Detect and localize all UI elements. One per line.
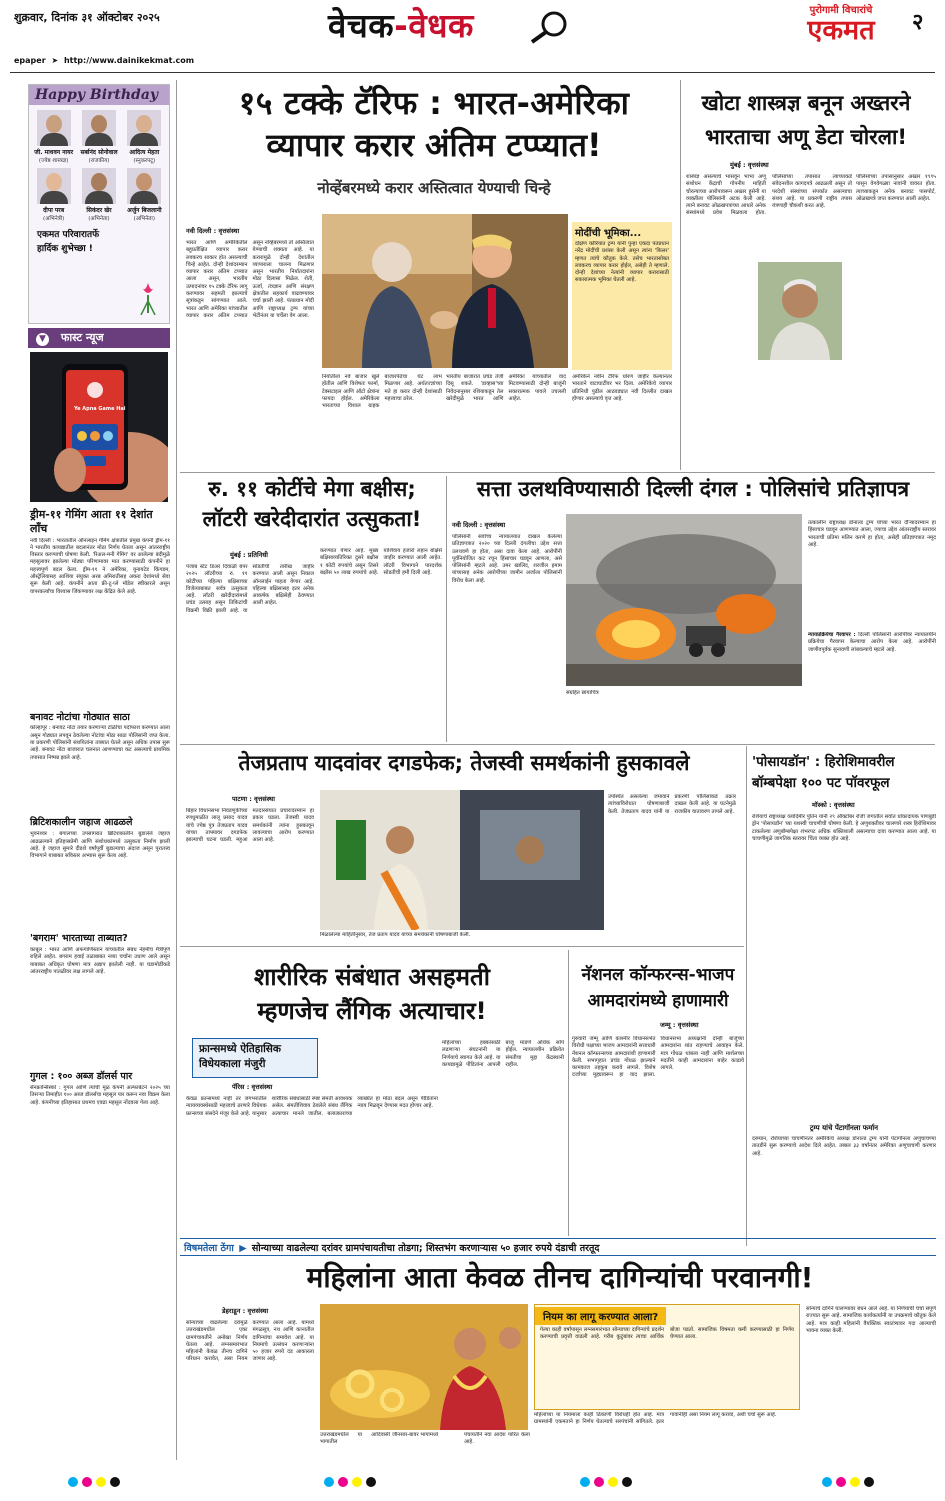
tejpratap-headline: तेजप्रताप यादवांवर दगडफेक; तेजस्वी समर्थकांनी हुसकावले: [238, 751, 690, 775]
nuclear-body: शास्त्रज्ञ असल्याचे भासवून भाभा अणू संशोधन केंद्राची गोपनीय माहिती चोरल्याच्या आरोपावरून अख्तर हुसेनी या व्यक्तीला पोलिसांनी अटक केली आहे. त्याने बनावट ओळखपत्रांच्या आधारे अनेक संस्थांमध्ये प्रवेश मिळवला होता. पोलिसांच्या तपासात त्याच्याकडे संवेदनशील कागदपत्रे आढळली असून तो परदेशी संस्थांच्या संपर्कात असल्याचा संशय आहे. या प्रकरणी राष्ट्रीय तपास यंत्रणाही चौकशी करत आहे.: [686, 174, 852, 217]
lead-headline-1: १५ टक्के टॅरिफ : भारत-अमेरिका: [238, 84, 630, 122]
jewelry-body-3: सोन्याचे दागिने घालण्यावर बंधन आले आहे. या निर्णयाची चर्चा संपूर्ण राज्यात सुरू आहे. सामाजिक कार्यकर्त्यांनी या उपक्रमाचे कौतुक केले आहे. मात्र काही महिलांनी वैयक्तिक स्वातंत्र्यावर गदा आल्याची भावना व्यक्त केली.: [806, 1306, 936, 1334]
avatar: [127, 110, 161, 146]
ticker-label: विषमतेला ठेंगा: [184, 1243, 234, 1254]
poseidon-box-body: दरम्यान, रशियाच्या चाचणीनंतर अमेरिकेचे अध्यक्ष डोनाल्ड ट्रम्प यांनी पेंटागॉनला अणुचाचण्या तातडीने सुरू करण्याचे आदेश दिले आहेत. तब्बल ३३ वर्षांनंतर अमेरिका अणुचाचणी करणार आहे.: [752, 1136, 936, 1157]
color-registration-marks: [0, 1468, 945, 1488]
avatar: [127, 168, 161, 204]
delhi-caption: संग्रहित छायाचित्र: [566, 690, 599, 696]
delhi-dateline: नवी दिल्ली : वृत्तसंस्था: [452, 521, 506, 529]
ticker-arrow-icon: ▶: [239, 1243, 247, 1254]
poseidon-headline: 'पोसायडॉन' : हिरोशिमावरील बॉम्बपेक्षा १०० पट पॉवरफूल: [752, 754, 895, 791]
fast-news-header: [28, 328, 170, 348]
fast-news-item: [30, 508, 170, 708]
jewelry-box: [534, 1304, 800, 1410]
fast-news-item: [30, 817, 170, 929]
chevron-down-icon: ▼: [36, 333, 49, 346]
consent-box-title: फ्रान्समध्ये ऐतिहासिक विधेयकाला मंजुरी: [199, 1043, 281, 1070]
delhi-headline: सत्ता उलथविण्यासाठी दिल्ली दंगल : पोलिसांचे प्रतिज्ञापत्र: [476, 477, 910, 501]
fast-news-item: [30, 933, 170, 1067]
poseidon-box-title: ट्रम्प यांचे पेंटागॉनला फर्मान: [809, 1124, 879, 1132]
modi-box: [572, 222, 672, 370]
poseidon-dateline: मॉस्को : वृत्तसंस्था: [812, 801, 855, 809]
brand-box: [778, 2, 904, 48]
lead-body: भारत आणि अमेरिकेतील बहुप्रतीक्षित व्यापार करार लवकरच साकार होत असल्याची चिन्हे आहेत. दोन्ही देशांदरम्यान व्यापार करार अंतिम टप्प्यात आला असून, भारतीय उत्पादनांवर १५ टक्के टॅरिफ लागू करण्यावर सहमती झाल्याचे सूत्रांकडून सांगण्यात आले. भारत आणि अमेरिका यांच्यातील व्यापार करार अंतिम टप्प्यात असून नोव्हेंबरमध्ये तो अस्तित्वात येण्याची शक्यता आहे. या करारामुळे दोन्ही देशांतील व्यापाराला चालना मिळणार असून भारतीय निर्यातदारांना मोठा दिलासा मिळेल. शेती, ऊर्जा, तंत्रज्ञान आणि संरक्षण क्षेत्रातील सहकार्य वाढवण्यावर चर्चा झाली आहे. पंतप्रधान मोदी आणि राष्ट्राध्यक्ष ट्रम्प यांच्या भेटीनंतर या चर्चेला वेग आला.: [186, 240, 314, 319]
avatar: [37, 110, 71, 146]
tejpratap-body: बिहार विधानसभा निवडणुकीच्या रणधुमाळीत लालू प्रसाद यादव यांचे ज्येष्ठ पुत्र तेजप्रताप यादव यांच्या ताफ्यावर दगडफेक झाल्याची घटना घडली. महुआ मतदारसंघात प्रचारादरम्यान हा प्रकार घडला. तेजस्वी यादव समर्थकांनी त्यांना हुसकावून लावल्याचा आरोप करण्यात आला आहे.: [186, 808, 314, 844]
tejpratap-body-2: उपस्थित असलेल्या जमावाने त्यांच्याविरोधात घोषणाबाजी केली. तेजप्रताप यादव यांनी या प्रकरणी पोलिसांकडे तक्रार दाखल केली आहे. या घटनेमुळे राजकीय वातावरण तापले आहे.: [608, 794, 736, 815]
jewelry-headline: महिलांना आता केवळ तीनच दागिन्यांची परवानगी!: [306, 1261, 814, 1294]
epaper-label: epaper: [14, 56, 46, 65]
fast-news-body: सॅनफ्रान्सिस्को : गुगल आणि त्यांची मूळ कंपनी अल्फाबेटने २०२५ च्या तिसऱ्या तिमाहीत १०० अब्ज डॉलर्सचा महसूल पार करून नवा विक्रम केला आहे. कंपनीच्या इतिहासात प्रथमच एवढा महसूल नोंदवला गेला आहे.: [30, 1085, 170, 1106]
avatar: [37, 168, 71, 204]
birthday-person-name: जी. माधवन नायर: [34, 149, 74, 156]
jk-headline-2: आमदारांमध्ये हाणामारी: [587, 991, 729, 1011]
date-line: शुक्रवार, दिनांक ३१ ऑक्टोबर २०२५: [14, 11, 160, 24]
birthday-person-name: आदित्य मेहता: [129, 149, 160, 156]
lead-body-3: भारतीय बाजारात प्रचंड तेजी दिसू शकते. 'डाव्हास'च्या निवेदनानुसार रशियाकडून तेल खरेदीमुळे भारत आणि अमेरिका यांच्यातील वाद मिटवण्यासाठी दोन्ही बाजूंनी सकारात्मक पावले उचलली आहेत.: [446, 374, 566, 402]
birthday-person: [32, 168, 75, 222]
consent-dateline: पॅरिस : वृत्तसंस्था: [232, 1083, 273, 1091]
birthday-person-name: सर्बानंद सोनोवाल: [80, 149, 118, 156]
jewelry-photo: [320, 1304, 528, 1430]
fast-news-label: फास्ट न्यूज: [60, 331, 104, 344]
epaper-bar: [14, 56, 194, 65]
jewelry-box-body: गेल्या काही वर्षांपासून लग्नसमारंभात सोन्याच्या दागिन्यांचे प्रदर्शन करण्याची प्रवृत्ती वाढली आहे. गरीब कुटुंबांवर त्याचा आर्थिक बोजा पडतो. सामाजिक विषमता कमी करण्यासाठी हा निर्णय घेण्यात आला.: [540, 1327, 794, 1341]
jewelry-caption-mid: जौनसार-बावर भागामध्ये: [392, 1432, 439, 1438]
fast-news-body: भुवनेश्वर : बंगालच्या उपसागरात ब्रिटिशकालीन बुडालेले जहाज आढळल्याने इतिहासप्रेमी आणि संशोधकांमध्ये उत्सुकता निर्माण झाली आहे. हे जहाज सुमारे दीडशे वर्षांपूर्वी बुडाल्याचा अंदाज असून पुरातत्त्व विभागाने याबाबत सविस्तर अभ्यास सुरू केला आहे.: [30, 831, 170, 860]
nuclear-body-2: पोलिसांच्या तपासानुसार अख्तर १९९५ पासून वेगवेगळ्या नावांनी वावरत होता. त्याच्याकडून अनेक बनावट पासपोर्ट, ओळखपत्रे जप्त करण्यात आली आहेत.: [856, 174, 936, 202]
fast-news-item: [30, 712, 170, 814]
jewelry-body: सोन्याच्या वाढलेल्या दरांमुळे उत्तराखंडमधील एका ग्रामपंचायतीने अनोखा निर्णय घेतला आहे. लग्नसमारंभात महिलांनी केवळ तीनच दागिने परिधान करावेत, असा नियम करण्यात आला आहे. यामध्ये मंगळसूत्र, नथ आणि कानातील दागिन्यांचा समावेश आहे. या नियमाचे उल्लंघन करणाऱ्यांना ५० हजार रुपये दंड आकारला जाणार आहे.: [186, 1320, 314, 1363]
jewelry-body-2: महिलांच्या या नियमाला काही ठिकाणी विरोधही होत आहे. मात्र ग्रामस्थांनी एकमताने हा निर्णय घेतल्याचे सरपंचांनी सांगितले. इतर गावांनीही असा नियम लागू करावा, अशी चर्चा सुरू आहे.: [534, 1412, 777, 1426]
birthday-person-name: दीपा परब: [43, 207, 65, 214]
jewelry-dateline: डेहराडून : वृत्तसंस्था: [222, 1307, 269, 1315]
fast-news-headline: गुगल : १०० अब्ज डॉलर्स पार: [30, 1071, 133, 1083]
nuclear-dateline: मुंबई : वृत्तसंस्था: [730, 161, 769, 169]
tejpratap-photo: [320, 790, 604, 930]
lead-body-2: निर्यातीला नवे बाजार खुले होतील आणि विशेषतः फार्मा, टेक्सटाइल आणि ऑटो क्षेत्रांना फायदा होईल. अमेरिकेला भारताच्या विशाल ग्राहक बाजारपेठेचा थेट लाभ मिळणार आहे. अर्थतज्ज्ञांच्या मते हा करार दोन्ही देशांसाठी महत्त्वाचा ठरेल.: [322, 374, 442, 410]
birthday-person-name: अर्जुन बिजलानी: [127, 207, 162, 214]
page-number: २: [912, 10, 924, 35]
modi-box-title: मोदींची भूमिका...: [575, 228, 642, 239]
avatar: [82, 168, 116, 204]
consent-headline-1: शारीरिक संबंधात असहमती: [254, 963, 490, 991]
lead-headline-2: व्यापार करार अंतिम टप्प्यात!: [266, 126, 602, 164]
delhi-riot-photo: [566, 514, 802, 686]
tejpratap-dateline: पाटणा : वृत्तसंस्था: [232, 795, 275, 803]
fast-news-body: नवी दिल्ली : भारतातील ऑनलाइन गेमिंग क्षेत्रातील प्रमुख कंपनी ड्रीम-११ ने भारतीय कायद्यातील बदलानंतर मोठा निर्णय घेतला असून आंतरराष्ट्रीय विस्तार करण्याची घोषणा केली. 'रिअल-मनी गेमिंग' वर आलेल्या बंदीमुळे महसुलावर झालेल्या मोठ्या परिणामावर मात करण्यासाठी कंपनीने हा महत्त्वपूर्ण बदल केला. ड्रीम-११ ने अमेरिका, युनायटेड किंगडम, ऑस्ट्रेलियासह आशिया संयुक्त अरब अमिरातीसह अकरा देशांमध्ये सेवा सुरू केली आहे. कंपनीने आता फ्री-टू-प्ले मॉडेल स्वीकारले असून वापरकर्त्यांचा विश्वास जिंकण्यावर लक्ष केंद्रित केले आहे.: [30, 537, 170, 595]
jk-dateline: जम्मू : वृत्तसंस्था: [660, 1021, 699, 1029]
lottery-body: पंजाब स्टेट डिअर दिवाळी बंपर २०२५ लॉटरीच्या रु. ११ कोटींच्या पहिल्या बक्षिसाच्या विजेत्याबाबत सर्वत्र उत्सुकता आहे. लॉटरी खरेदीदारांमध्ये प्रचंड उत्साह असून तिकिटांची विक्रमी विक्री झाली आहे. या सोडतीची तारीख जाहीर करण्यात आली असून निकाल ऑनलाईन पाहता येणार आहे. पहिल्या बक्षिसासह इतर अनेक आकर्षक बक्षिसेही ठेवण्यात आली आहेत.: [186, 564, 314, 614]
consent-box: [192, 1038, 318, 1078]
pointer-icon: ➤: [51, 56, 59, 65]
modi-box-body: दक्षिण कोरियात ट्रम्प यांनी पुन्हा एकदा पंतप्रधान नरेंद्र मोदींची प्रशंसा केली असून त्यांना 'किलर' म्हणत त्यांचे कौतुक केले. तसेच भारतासोबत लवकरच व्यापार करार होईल, असेही ते म्हणाले. दोन्ही देशांच्या नेत्यांनी व्यापार करारासाठी सकारात्मक भूमिका घेतली आहे.: [575, 241, 669, 284]
poseidon-body: रशियाचे राष्ट्राध्यक्ष व्लादिमीर पुतिन यांनी २९ ऑक्टोबर रोजी जगातील सर्वात धोकादायक पाणबुडी ड्रोन 'पोसायडॉन' च्या यशस्वी चाचणीची घोषणा केली. हे अणुशक्तीवर चालणारे शस्त्र हिरोशिमावर टाकलेल्या अणुबॉम्बपेक्षा शंभरपट अधिक शक्तिशाली असल्याचा दावा करण्यात आला आहे. या चाचणीमुळे जागतिक स्तरावर चिंता व्यक्त होत आहे.: [752, 814, 936, 842]
ticker-text: सोन्याच्या वाढलेल्या दरांवर ग्रामपंचायतीचा तोडगा; शिस्तभंग करणाऱ्यास ५० हजार रुपये दंडाची तरतूद: [251, 1243, 600, 1254]
birthday-person: [77, 168, 120, 222]
consent-body-2: महिलांच्या हक्कांसाठी लढणाऱ्या संघटनांनी या निर्णयाचे स्वागत केले आहे. या कायद्यामुळे पीडितांना आपली बाजू मांडणे अधिक सोपे होईल. न्यायालयीन प्रक्रियेत संमतीचा मुद्दा केंद्रस्थानी राहील.: [442, 1040, 564, 1068]
birthday-person-role: (राजकीय): [88, 158, 110, 164]
delhi-box-body: दिल्ली पोलिसांनी आरोपींवर न्यायालयीन प्रक्रियेचा गैरवापर केल्याचा आरोप केला आहे. आरोपींनी जाणीवपूर्वक सुनावणी लांबवल्याचे म्हटले आहे.: [808, 632, 936, 653]
ticker-bar: [180, 1238, 936, 1256]
birthday-grid: [29, 105, 169, 222]
fast-news-headline: बनावट नोटांचा गोठ्यात साठा: [30, 711, 130, 723]
tejpratap-caption: मिळालेल्या माहितीनुसार, तेज प्रताप यादव यांच्या समर्थकांनी घोषणाबाजी केली.: [320, 932, 471, 938]
brand-logo: एकमत: [807, 15, 875, 46]
fast-news-item: [30, 1071, 170, 1185]
section-title-left: वेचक: [328, 6, 395, 45]
lottery-dateline: मुंबई : प्रतिनिधी: [230, 551, 268, 559]
fast-news-headline: 'बगराम' भारताच्या ताब्यात?: [30, 933, 128, 945]
fast-news-headline: ब्रिटिशकालीन जहाज आढळले: [30, 817, 133, 829]
section-title-right: वेधक: [408, 6, 474, 45]
delhi-body: पोलिसांनी सर्वोच्च न्यायालयात दाखल केलेल्या प्रतिज्ञापत्रात २०२० च्या दिल्ली दंगलीचा उद्देश सत्ता उलथवणे हा होता, असा दावा केला आहे. आरोपींनी पूर्वनियोजित कट रचून हिंसाचार घडवून आणला, असे पोलिसांनी म्हटले आहे. उमर खालिद, शरजील इमाम यांच्यासह अनेक आरोपींच्या जामीन अर्जाला पोलिसांनी विरोध केला आहे.: [452, 534, 562, 584]
modi-trump-photo: [322, 214, 568, 368]
jk-body: गुरुवारी जम्मू आणि काश्मीर विधानसभेत विरोधी पक्षाच्या भाजप आमदारांनी सत्ताधारी नॅशनल कॉन्फरन्सच्या आमदारांशी हाणामारी केली. सभागृहात प्रचंड गोंधळ झाल्याने कामकाज तहकूब करावे लागले. विशेष दर्जाच्या मुद्द्यावरून हा वाद झाला. विधानसभा अध्यक्षांनी दोन्ही बाजूंच्या आमदारांना शांत राहण्याचे आवाहन केले. मात्र गोंधळ थांबला नाही आणि मार्शलच्या मदतीने काही आमदारांना बाहेर काढावे लागले.: [572, 1036, 744, 1079]
lottery-body-2: करण्यात येणार आहे. मुख्य बक्षिसाव्यतिरिक्त दुसरे बक्षीस १ कोटी रुपयांचे असून तिसरे बक्षीस ५० लाख रुपयांचे आहे. याशिवाय हजारो लहान बक्षिसे जाहीर करण्यात आली आहेत. लॉटरी विभागाने पारदर्शक सोडतीची हमी दिली आहे.: [320, 548, 442, 576]
jewelry-caption-left: उत्तराखंडमधील या आदिवासी भागातील: [320, 1432, 390, 1446]
birthday-person: [123, 168, 166, 222]
lead-body-4: अमेरिकेने नवीन टॅरिफ धोरण जाहीर केल्यानंतर भारताने वाटाघाटींवर भर दिला. अमेरिकेचे व्यापार प्रतिनिधी पुढील आठवड्यात नवी दिल्लीत दाखल होणार असल्याचे वृत्त आहे.: [572, 374, 672, 402]
lead-dateline: नवी दिल्ली : वृत्तसंस्था: [186, 227, 240, 235]
avatar: [82, 110, 116, 146]
phone-screen-text: Ye Apna Game Hai: [74, 406, 126, 412]
birthday-person-role: (स्नुकरपटू): [133, 158, 156, 164]
lead-subhead: नोव्हेंबरमध्ये करार अस्तित्वात येण्याची चिन्हे: [317, 179, 551, 197]
birthday-wishes: एकमत परिवारातर्फे हार्दिक शुभेच्छा !: [37, 230, 100, 254]
birthday-box: [28, 84, 170, 324]
consent-headline-2: म्हणजेच लैंगिक अत्याचार!: [257, 997, 487, 1025]
fast-news-body: काबूल : भारत आणि अफगाणिस्तान यांच्यातील संबंध नेहमीच मैत्रीपूर्ण राहिले आहेत. बगराम हवाई तळाबाबत नव्या चर्चांना उधाण आले असून याबाबत अधिकृत घोषणा मात्र अद्याप झालेली नाही. या घडामोडींकडे आंतरराष्ट्रीय पातळीवर लक्ष लागले आहे.: [30, 947, 170, 976]
fast-news-list: [30, 508, 170, 1189]
jewelry-box-title: नियम का लागू करण्यात आला?: [535, 1307, 666, 1325]
brand-tagline: पुरोगामी विचारांचे: [809, 5, 873, 16]
dream11-phone-image: [30, 352, 168, 502]
lottery-headline-2: लॉटरी खरेदीदारांत उत्सुकता!: [202, 507, 422, 531]
lottery-headline-1: रु. ११ कोटींचे मेगा बक्षीस;: [208, 477, 416, 501]
section-title: वेचक-वेधक: [328, 6, 474, 45]
birthday-person: [32, 110, 75, 164]
delhi-box-title: न्यायप्रक्रियेचा गैरवापर :: [808, 632, 856, 638]
birthday-person: [77, 110, 120, 164]
tulip-icon: [133, 279, 163, 315]
fast-news-headline: ड्रीम-११ गेमिंग आता ११ देशांत लाँच: [30, 508, 153, 535]
birthday-person-role: (ज्येष्ठ शास्त्रज्ञ): [38, 158, 69, 164]
delhi-box: [808, 632, 936, 722]
fast-news-body: कोल्हापूर : बनावट नोटा तयार करणाऱ्या टोळीचा पर्दाफाश करण्यात आला असून गोठ्यात लपवून ठेवलेल्या नोटांचा मोठा साठा पोलिसांनी जप्त केला. या प्रकरणी पोलिसांनी संशयितांना ताब्यात घेतले असून अधिक तपास सुरू आहे. बनावट नोटा बाजारात चलनात आणण्याचा कट असल्याचे प्राथमिक तपासात निष्पन्न झाले आहे.: [30, 725, 170, 761]
birthday-person-role: (अभिनेता): [133, 216, 156, 222]
birthday-person-role: (अभिनेता): [88, 216, 110, 222]
epaper-url[interactable]: http://www.dainikekmat.com: [63, 56, 195, 65]
birthday-person-role: (अभिनेत्री): [43, 216, 65, 222]
birthday-title: Happy Birthday: [29, 85, 169, 105]
magnifier-icon: [522, 10, 572, 44]
birthday-person-name: सिकंदर खेर: [86, 207, 112, 214]
akhtar-photo: [758, 262, 842, 360]
jk-headline-1: नॅशनल कॉन्फरन्स-भाजप: [581, 965, 735, 985]
delhi-body-2: तत्कालीन राष्ट्राध्यक्ष डोनाल्ड ट्रम्प यांच्या भारत दौऱ्यादरम्यान हा हिंसाचार घडवून आणण्यात आला, ज्याचा उद्देश आंतरराष्ट्रीय स्तरावर भारताची प्रतिमा मलिन करणे हा होता, असेही प्रतिज्ञापत्रात नमूद आहे.: [808, 520, 936, 548]
birthday-person: [123, 110, 166, 164]
consent-body: केवळ फ्रान्समध्ये नाही तर जगभरातील न्यायव्यवस्थेसाठी महत्त्वाचे ठरणारे विधेयक फ्रान्सच्या संसदेने मंजूर केले आहे. यानुसार शारीरिक संबंधांसाठी स्पष्ट संमती आवश्यक असेल. संमतीशिवाय ठेवलेले संबंध लैंगिक अत्याचार मानले जातील. बलात्काराच्या व्याख्येत हा मोठा बदल असून पीडितांना न्याय मिळवून देण्यास मदत होणार आहे.: [186, 1096, 438, 1117]
jewelry-caption-right: पंचायतीने नवा आदेश पारित केला आहे.: [464, 1432, 530, 1446]
nuclear-headline: खोटा शास्त्रज्ञ बनून अख्तरने भारताचा अणू डेटा चोरला!: [701, 91, 911, 149]
